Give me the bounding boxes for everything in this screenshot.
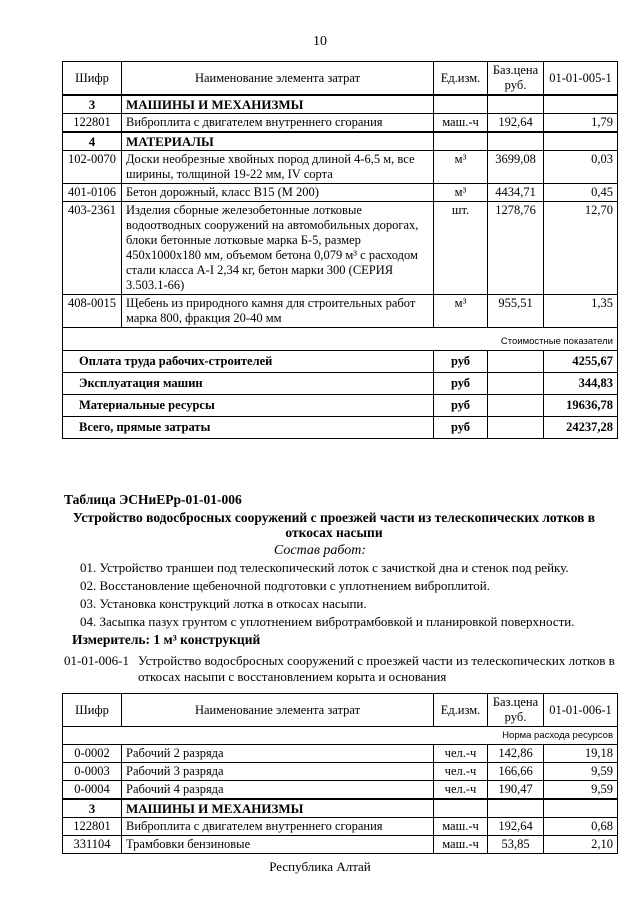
section-title: МАТЕРИАЛЫ [122,132,434,151]
total-unit: руб [434,351,488,373]
page-number: 10 [313,34,327,49]
table-row [63,114,618,133]
table-row [63,818,618,836]
cell-name: Рабочий 3 разряда [122,763,434,781]
measure-unit: Измеритель: 1 м³ конструкций [72,632,261,647]
section-number: 3 [63,799,122,818]
section-row-machines [63,799,618,818]
cell-code: 122801 [63,114,122,133]
cost-table-01-01-006 [62,693,618,854]
total-row [63,351,618,373]
work-item: 03. Установка конструкций лотка в откосах насыпи. [80,596,367,611]
cell-name: Доски необрезные хвойных пород длиной 4-6,5 м, все ширины, толщиной 19-22 мм, IV сорта [122,151,434,184]
total-label: Материальные ресурсы [63,395,434,417]
cell-code: 401-0106 [63,184,122,202]
cell-unit: маш.-ч [434,114,488,133]
cell-name: Трамбовки бензиновые [122,836,434,854]
cost-table-01-01-005 [62,61,618,439]
work-composition-label: Состав работ: [273,543,367,558]
col-norm-header: 01-01-006-1 [544,694,618,727]
table-title: Устройство водосбросных сооружений с проезжей части из телескопических лотков в откосах насыпи [72,510,596,540]
cell-unit: чел.-ч [434,763,488,781]
total-label: Эксплуатация машин [63,373,434,395]
table-row [63,763,618,781]
col-norm-header: 01-01-005-1 [544,62,618,96]
cell-price: 192,64 [488,818,544,836]
total-label: Оплата труда рабочих-строителей [63,351,434,373]
cell-name: Изделия сборные железобетонные лотковые водоотводных сооружений на автомобильных дорогах, блоки бетонные лотковые марка Б-5, размер 450х1000х180 мм, объемом бетона 0,079 м³ с расходом стали класса А-I 2,34 кг, бетон марки 300 (СЕРИЯ 3.503.1-66) [122,202,434,295]
cell-price: 1278,76 [488,202,544,295]
cell-unit: шт. [434,202,488,295]
cell-unit: чел.-ч [434,781,488,800]
price-header-line1: Баз.цена [492,63,539,77]
page-footer: Республика Алтай [269,859,371,874]
cell-value: 19,18 [544,745,618,763]
table-row [63,836,618,854]
total-unit: руб [434,373,488,395]
total-row [63,395,618,417]
table-row [63,202,618,295]
cell-code: 102-0070 [63,151,122,184]
cell-name: Бетон дорожный, класс В15 (М 200) [122,184,434,202]
cell-code: 403-2361 [63,202,122,295]
cell-value: 1,79 [544,114,618,133]
cell-unit: маш.-ч [434,836,488,854]
cost-indicators-label: Стоимостные показатели [63,328,618,351]
cell-price: 142,86 [488,745,544,763]
cell-value: 0,45 [544,184,618,202]
table-row [63,295,618,328]
work-item: 04. Засыпка пазух грунтом с уплотнением вибротрамбовкой и планировкой поверхности. [80,614,575,629]
cell-unit: м³ [434,151,488,184]
total-value: 19636,78 [544,395,618,417]
total-unit: руб [434,417,488,439]
cell-value: 0,68 [544,818,618,836]
cell-price: 190,47 [488,781,544,800]
resource-norm-row [63,727,618,745]
cell-name: Рабочий 4 разряда [122,781,434,800]
col-code-header: Шифр [63,62,122,96]
cell-price: 3699,08 [488,151,544,184]
cell-name: Виброплита с двигателем внутреннего сгорания [122,114,434,133]
section-title: МАШИНЫ И МЕХАНИЗМЫ [122,95,434,114]
section-number: 3 [63,95,122,114]
cell-name: Рабочий 2 разряда [122,745,434,763]
total-value: 4255,67 [544,351,618,373]
cell-code: 331104 [63,836,122,854]
cell-price: 955,51 [488,295,544,328]
price-header-line1: Баз.цена [492,695,539,709]
cell-price: 53,85 [488,836,544,854]
table-row [63,151,618,184]
cost-indicators-row [63,328,618,351]
total-unit: руб [434,395,488,417]
cell-value: 9,59 [544,763,618,781]
col-unit-header: Ед.изм. [434,62,488,96]
section-row-materials [63,132,618,151]
norm-description: Устройство водосбросных сооружений с проезжей части из телескопических лотков в откосах насыпи с восстановлением корыта и основания [138,653,615,684]
table-row [63,745,618,763]
cell-unit: м³ [434,184,488,202]
work-item: 01. Устройство траншеи под телескопический лоток с зачисткой дна и стенок под рейку. [80,560,569,575]
norm-code: 01-01-006-1 [64,653,129,668]
section-number: 4 [63,132,122,151]
cell-code: 0-0004 [63,781,122,800]
table-header-row [63,62,618,96]
cell-price: 4434,71 [488,184,544,202]
cell-unit: чел.-ч [434,745,488,763]
table-row [63,184,618,202]
cell-code: 408-0015 [63,295,122,328]
total-value: 24237,28 [544,417,618,439]
total-label: Всего, прямые затраты [63,417,434,439]
table-row [63,781,618,800]
cell-value: 1,35 [544,295,618,328]
cell-code: 122801 [63,818,122,836]
total-row [63,417,618,439]
cell-name: Виброплита с двигателем внутреннего сгорания [122,818,434,836]
col-name-header: Наименование элемента затрат [122,62,434,96]
table-header-row [63,694,618,727]
table-heading: Таблица ЭСНиЕРр-01-01-006 [64,492,242,507]
section-row-machines [63,95,618,114]
cell-price: 166,66 [488,763,544,781]
cell-code: 0-0002 [63,745,122,763]
col-unit-header: Ед.изм. [434,694,488,727]
cell-unit: м³ [434,295,488,328]
price-header-line2: руб. [504,78,527,92]
cell-value: 0,03 [544,151,618,184]
price-header-line2: руб. [504,710,527,724]
col-code-header: Шифр [63,694,122,727]
cell-value: 9,59 [544,781,618,800]
col-price-header [488,694,544,727]
cell-code: 0-0003 [63,763,122,781]
cell-price: 192,64 [488,114,544,133]
total-row [63,373,618,395]
cell-value: 2,10 [544,836,618,854]
total-value: 344,83 [544,373,618,395]
section-title: МАШИНЫ И МЕХАНИЗМЫ [122,799,434,818]
cell-value: 12,70 [544,202,618,295]
resource-norm-label: Норма расхода ресурсов [63,727,618,745]
col-price-header [488,62,544,96]
cell-name: Щебень из природного камня для строительных работ марка 800, фракция 20-40 мм [122,295,434,328]
work-item: 02. Восстановление щебеночной подготовки с уплотнением виброплитой. [80,578,490,593]
cell-unit: маш.-ч [434,818,488,836]
col-name-header: Наименование элемента затрат [122,694,434,727]
